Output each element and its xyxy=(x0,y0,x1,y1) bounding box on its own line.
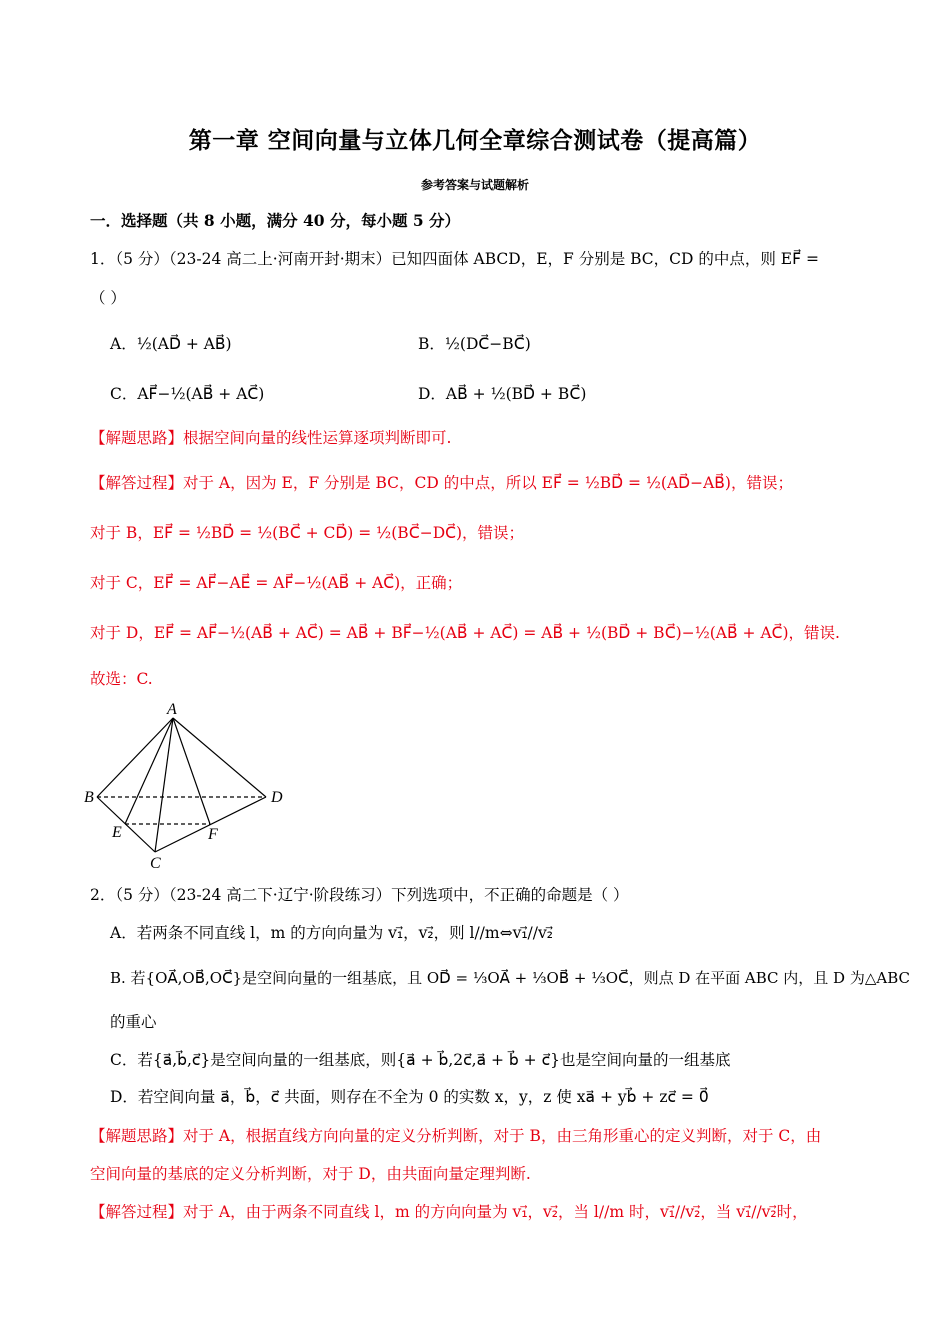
q2-option-c: C．若{a⃗,b⃗,c⃗}是空间向量的一组基底，则{a⃗ + b⃗,2c⃗,a⃗ + b⃗ + c⃗}也是空间向量的一组基底 xyxy=(110,1051,731,1069)
page-subtitle: 参考答案与试题解析 xyxy=(420,178,529,192)
q2-idea-line1: 【解题思路】对于 A，根据直线方向向量的定义分析判断，对于 B，由三角形重心的定义判断，对于 C，由 xyxy=(90,1127,822,1145)
q1-process-b: 对于 B，EF⃗ = ½BD⃗ = ½(BC⃗ + CD⃗) = ½(BC⃗−DC⃗)，错误； xyxy=(90,524,525,542)
page-title: 第一章 空间向量与立体几何全章综合测试卷（提高篇） xyxy=(188,127,762,154)
q1-answer: 故选：C. xyxy=(90,670,153,688)
label-c: C xyxy=(150,855,161,872)
q2-option-b-line1: B. 若{OA⃗,OB⃗,OC⃗}是空间向量的一组基底，且 OD⃗ = ⅓OA⃗ + ⅓OB⃗ + ⅓OC⃗，则点 D 在平面 ABC 内，且 D 为△ABC xyxy=(110,969,910,987)
q2-option-b-line2: 的重心 xyxy=(110,1013,157,1031)
q2-option-a: A．若两条不同直线 l，m 的方向向量为 v₁⃗，v₂⃗，则 l//m⇔v₁⃗//v₂⃗ xyxy=(110,924,553,942)
q1-process-c: 对于 C，EF⃗ = AF⃗−AE⃗ = AF⃗−½(AB⃗ + AC⃗)，正确； xyxy=(90,574,463,592)
q1-option-d: D．AB⃗ + ½(BD⃗ + BC⃗) xyxy=(418,385,587,403)
q1-stem-line2: （ ） xyxy=(90,289,126,307)
edge-ab xyxy=(97,718,173,797)
label-a: A xyxy=(167,701,177,718)
label-e: E xyxy=(112,824,122,841)
q1-option-b: B．½(DC⃗−BC⃗) xyxy=(418,335,531,353)
q2-idea-line2: 空间向量的基底的定义分析判断，对于 D，由共面向量定理判断. xyxy=(90,1165,531,1183)
q2-process-line1: 【解答过程】对于 A，由于两条不同直线 l，m 的方向向量为 v₁⃗，v₂⃗，当 l//m 时，v₁⃗//v₂⃗，当 v₁⃗//v₂⃗时， xyxy=(90,1203,808,1221)
tetrahedron-figure xyxy=(82,700,292,872)
q1-solution-idea: 【解题思路】根据空间向量的线性运算逐项判断即可. xyxy=(90,429,452,447)
label-b: B xyxy=(84,789,94,806)
section-heading: 一．选择题（共 8 小题，满分 40 分，每小题 5 分） xyxy=(90,211,461,230)
q1-option-a: A．½(AD⃗ + AB⃗) xyxy=(110,335,232,353)
q1-stem-line1: 1．（5 分）（23-24 高二上·河南开封·期末）已知四面体 ABCD，E，F 分别是 BC，CD 的中点，则 EF⃗ = xyxy=(90,250,819,268)
edge-cd xyxy=(155,797,266,852)
q2-stem: 2．（5 分）（23-24 高二下·辽宁·阶段练习）下列选项中，不正确的命题是（ ） xyxy=(90,886,629,904)
q2-option-d: D．若空间向量 a⃗，b⃗，c⃗ 共面，则存在不全为 0 的实数 x，y，z 使 xa⃗ + yb⃗ + zc⃗ = 0⃗ xyxy=(110,1088,709,1106)
q1-process-a: 【解答过程】对于 A，因为 E，F 分别是 BC，CD 的中点，所以 EF⃗ = ½BD⃗ = ½(AD⃗−AB⃗)，错误； xyxy=(90,474,793,492)
q1-process-d: 对于 D，EF⃗ = AF⃗−½(AB⃗ + AC⃗) = AB⃗ + BF⃗−½(AB⃗ + AC⃗) = AB⃗ + ½(BD⃗ + BC⃗)−½(AB⃗ + AC⃗)，错误. xyxy=(90,624,840,642)
q1-option-c: C．AF⃗−½(AB⃗ + AC⃗) xyxy=(110,385,265,403)
label-f: F xyxy=(208,826,218,843)
label-d: D xyxy=(271,789,283,806)
